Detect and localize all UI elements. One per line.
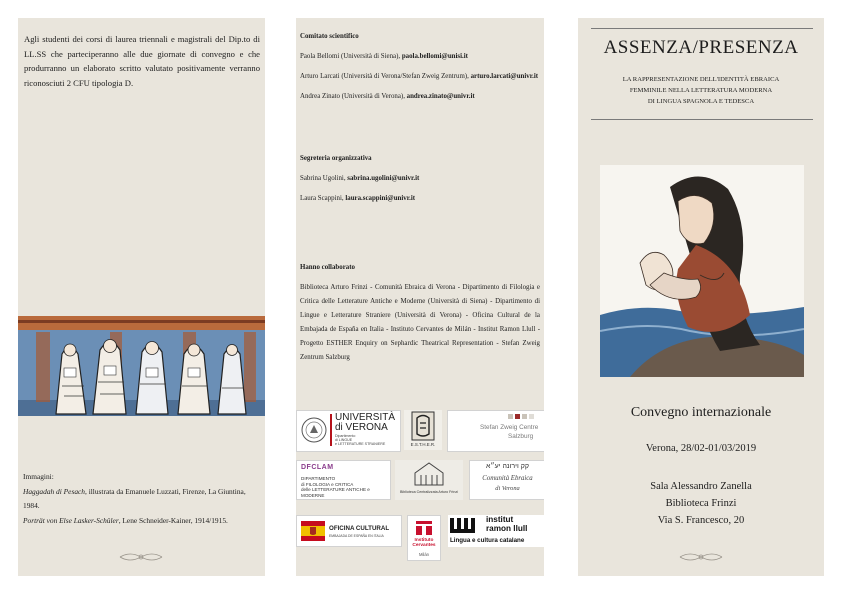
cervantes-emblem-icon (415, 519, 433, 537)
oficina-cultural-logo (296, 515, 402, 547)
lasker-schuler-portrait (600, 165, 804, 377)
univr-dept-line3: e LETTERATURE STRANIERE (335, 442, 386, 447)
cervantes-line1: Instituto (414, 538, 434, 543)
subtitle-line2: FEMMINILE NELLA LETTERATURA MODERNA (629, 87, 773, 94)
committee-member (300, 90, 540, 104)
partners-section (300, 261, 540, 365)
zweig-centre-line2: Salzburg (508, 433, 534, 440)
member-name: Laura Scappini, (300, 195, 346, 202)
member-name: Paola Bellomi (Università di Siena), (300, 53, 402, 60)
middle-panel (296, 18, 544, 576)
partners-text: Biblioteca Arturo Frinzi - Comunità Ebraica di Verona - Dipartimento di Filologia e Critica delle Letterature Antiche e Moderne (Università di Siena) - Dipartimento di Lingue e Letterature Straniere (Università di Verona) - Oficina Cultural de la Embajada de España en Italia - Instituto Cervantes de Milán - Institut Ramon Llull - Progetto ESTHER Enquiry on Sephardic Theatrical Representation - Stefan Zweig Zentrum Salzburg (300, 284, 540, 361)
partners-heading: Hanno collaborato (300, 264, 355, 271)
committee-heading: Comitato scientifico (300, 33, 359, 40)
comunita-line2: di Verona (495, 485, 520, 492)
esther-name: E.S.T.H.E.R. (410, 442, 436, 447)
frinzi-name: Biblioteca Centralizzata Arturo Frinzi (400, 490, 458, 494)
zweig-dots-icon (508, 414, 540, 422)
credit-portrait-details: , Lene Schneider-Kainer, 1914/1915. (118, 515, 228, 525)
esther-logo (404, 410, 442, 450)
subtitle-line3: DI LINGUA SPAGNOLA E TEDESCA (647, 98, 755, 105)
library-building-icon (413, 461, 445, 487)
event-type: Convegno internazionale (630, 405, 772, 420)
zweig-centre-logo (447, 410, 544, 452)
conference-subtitle (578, 74, 824, 107)
comunita-ebraica-logo (469, 460, 544, 500)
secretariat-member (300, 172, 540, 186)
llull-line1: institut (486, 515, 514, 524)
left-panel (18, 18, 265, 576)
credit-haggadah (23, 485, 261, 514)
venue-line1: Sala Alessandro Zanella (650, 481, 752, 492)
hebrew-name: קק וירונה יע״א (485, 463, 529, 470)
univr-dept-line1: Dipartimento (335, 434, 356, 438)
venue-line2: Biblioteca Frinzi (665, 498, 737, 509)
dfclam-mark: DFCLAM (301, 464, 334, 471)
event-dates: Verona, 28/02-01/03/2019 (645, 443, 757, 454)
credit-haggadah-details: , illustrata da Emanuele Luzzati, Firenze, La Giuntina, 1984. (23, 486, 246, 510)
zweig-centre-line1: Stefan Zweig Centre (480, 424, 539, 431)
title-bottom-rule (591, 119, 813, 120)
cervantes-line2: Cervantes (412, 543, 436, 549)
member-email[interactable]: arturo.larcati@univr.it (470, 73, 539, 80)
univr-seal-icon (301, 417, 327, 443)
member-name: Arturo Larcati (Università di Verona/Stefan Zweig Zentrum), (300, 73, 471, 80)
cervantes-logo (407, 515, 441, 561)
credit-haggadah-title: Haggadah di Pesach (23, 486, 85, 496)
dfclam-line3: delle LETTERATURE ANTICHE e MODERNE (301, 487, 370, 498)
secretariat-member (300, 192, 540, 206)
intro-paragraph: Agli studenti dei corsi di laurea triennali e magistrali del Dip.to di LL.SS che parteciperanno alle due giornate di convegno e che produrranno un elaborato scritto valutato positivamente verranno riconosciuti 2 CFU tipologia D. (24, 34, 260, 88)
univr-dept (335, 434, 385, 447)
member-email[interactable]: paola.bellomi@unisi.it (401, 53, 468, 60)
dfclam-logo (296, 460, 391, 500)
dfclam-text (301, 476, 390, 498)
dfclam-line1: DIPARTIMENTO (301, 476, 336, 481)
comunita-line1: Comunità Ebraica (482, 475, 533, 482)
spain-coat-of-arms-icon (301, 521, 325, 541)
member-name: Sabrina Ugolini, (300, 175, 348, 182)
secretariat-section (300, 152, 540, 206)
cervantes-name (408, 538, 440, 548)
univr-name-line2: di VERONA (335, 422, 388, 433)
ramon-llull-logo (448, 515, 544, 547)
title-top-rule (591, 28, 813, 29)
frinzi-logo (395, 460, 463, 500)
univr-logo (296, 410, 401, 452)
esther-emblem-icon (411, 411, 435, 441)
member-email[interactable]: andrea.zinato@univr.it (406, 93, 475, 100)
llull-bars-icon (450, 518, 484, 533)
event-venue (578, 478, 824, 529)
cervantes-city: Milán (418, 552, 429, 557)
subtitle-line1: LA RAPPRESENTAZIONE DELL'IDENTITÀ EBRAICA (622, 76, 780, 83)
univr-name-line1: UNIVERSITÀ (335, 412, 396, 423)
oficina-line1: OFICINA CULTURAL (329, 525, 390, 532)
secretariat-heading: Segreteria organizzativa (300, 155, 372, 162)
credit-portrait-title: Porträt von Else Lasker-Schüler (23, 515, 119, 525)
dfclam-line2: di FILOLOGIA e CRITICA (301, 481, 354, 487)
right-panel (578, 18, 824, 576)
univr-dept-line2: di LINGUE (335, 438, 353, 443)
member-email[interactable]: sabrina.ugolini@univr.it (347, 175, 420, 182)
llull-line3: Lingua e cultura catalane (450, 537, 525, 544)
member-name: Andrea Zinato (Università di Verona), (300, 93, 407, 100)
credit-portrait (23, 514, 261, 529)
haggadah-illustration (18, 316, 265, 416)
credits-title: Immagini: (23, 472, 54, 481)
ornament-divider-icon (118, 551, 164, 563)
member-email[interactable]: laura.scappini@univr.it (345, 195, 416, 202)
committee-member (300, 50, 540, 64)
committee-member (300, 70, 540, 84)
ornament-divider-icon (678, 551, 724, 563)
llull-line2: ramon llull (486, 524, 528, 533)
oficina-line2: EMBAJADA DE ESPAÑA EN ITALIA (329, 534, 384, 538)
image-credits (23, 470, 261, 528)
conference-title: ASSENZA/PRESENZA (603, 37, 799, 58)
committee-section (300, 30, 540, 104)
sponsor-logos (296, 410, 544, 570)
venue-line3: Via S. Francesco, 20 (657, 515, 745, 526)
